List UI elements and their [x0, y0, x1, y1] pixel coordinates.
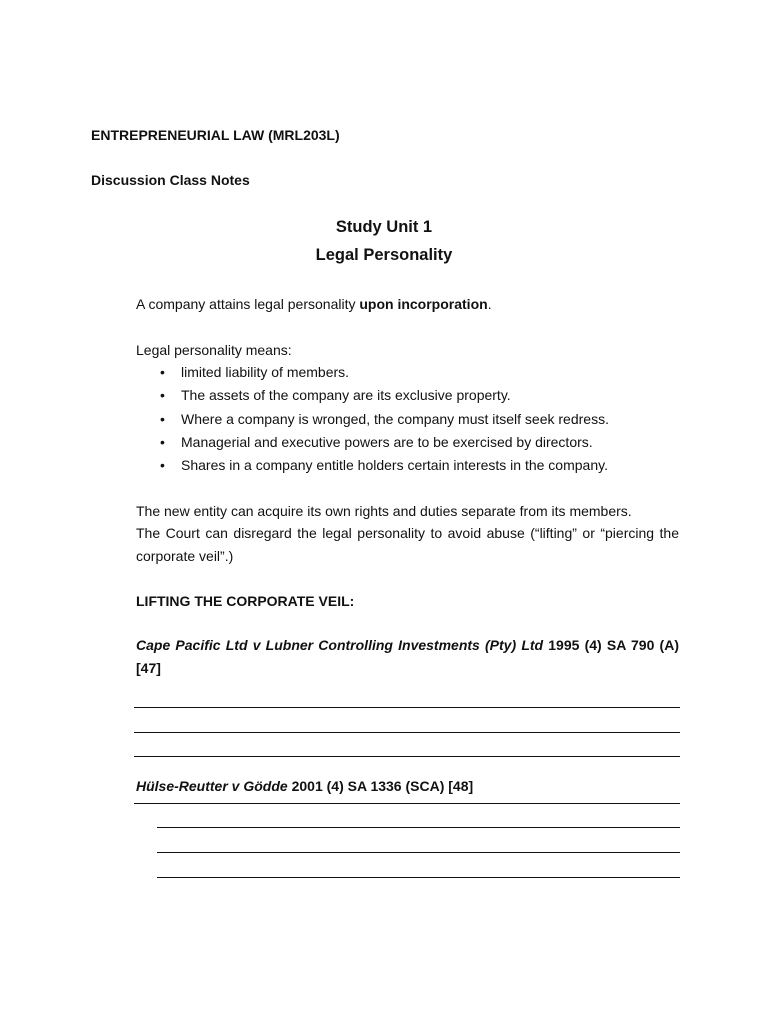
answer-line [134, 732, 680, 733]
case-1-name: Cape Pacific Ltd v Lubner Controlling Investments (Pty) Ltd [136, 637, 544, 653]
intro-emphasis: upon incorporation [359, 296, 488, 312]
course-title: ENTREPRENEURIAL LAW (MRL203L) [91, 127, 340, 143]
list-item-text: Managerial and executive powers are to be exercised by directors. [181, 433, 593, 450]
list-item [136, 361, 609, 384]
unit-name: Legal Personality [315, 246, 453, 264]
case-2-citation: 2001 (4) SA 1336 (SCA) [48] [287, 778, 474, 794]
meaning-list [136, 361, 609, 477]
intro-suffix: . [487, 296, 492, 312]
case-1 [136, 634, 679, 680]
answer-line [134, 756, 680, 757]
list-item [136, 431, 609, 454]
bullet-icon: • [160, 387, 165, 404]
case-2-name: Hülse-Reutter v Gödde [136, 778, 288, 794]
answer-line [157, 877, 680, 878]
answer-line [134, 803, 680, 804]
bullet-icon: • [160, 433, 165, 450]
case-1-citation: 1995 (4) SA 790 (A) [47] [136, 637, 679, 676]
intro-paragraph [136, 296, 492, 312]
bullet-icon: • [160, 457, 165, 474]
list-item-text: Shares in a company entitle holders certain interests in the company. [181, 457, 608, 474]
bullet-icon: • [160, 364, 165, 380]
unit-number: Study Unit 1 [335, 218, 433, 236]
case-2 [136, 778, 473, 794]
section-heading: LIFTING THE CORPORATE VEIL: [136, 593, 355, 609]
intro-prefix: A company attains legal personality [136, 296, 360, 312]
list-item [136, 408, 609, 431]
bullet-icon: • [160, 410, 165, 427]
answer-line [157, 852, 680, 853]
list-item-text: Where a company is wronged, the company must itself seek redress. [181, 410, 609, 427]
list-item-text: limited liability of members. [181, 364, 350, 380]
answer-line [157, 827, 680, 828]
meaning-lead: Legal personality means: [136, 342, 292, 358]
entity-line-2: The Court can disregard the legal personality to avoid abuse (“lifting” or “piercing the corporate veil”.) [136, 525, 679, 564]
answer-line [134, 707, 680, 708]
entity-line-1: The new entity can acquire its own rights and duties separate from its members. [136, 503, 632, 519]
list-item [136, 384, 609, 407]
notes-subtitle: Discussion Class Notes [91, 172, 250, 188]
list-item-text: The assets of the company are its exclusive property. [181, 387, 511, 404]
list-item [136, 454, 609, 477]
